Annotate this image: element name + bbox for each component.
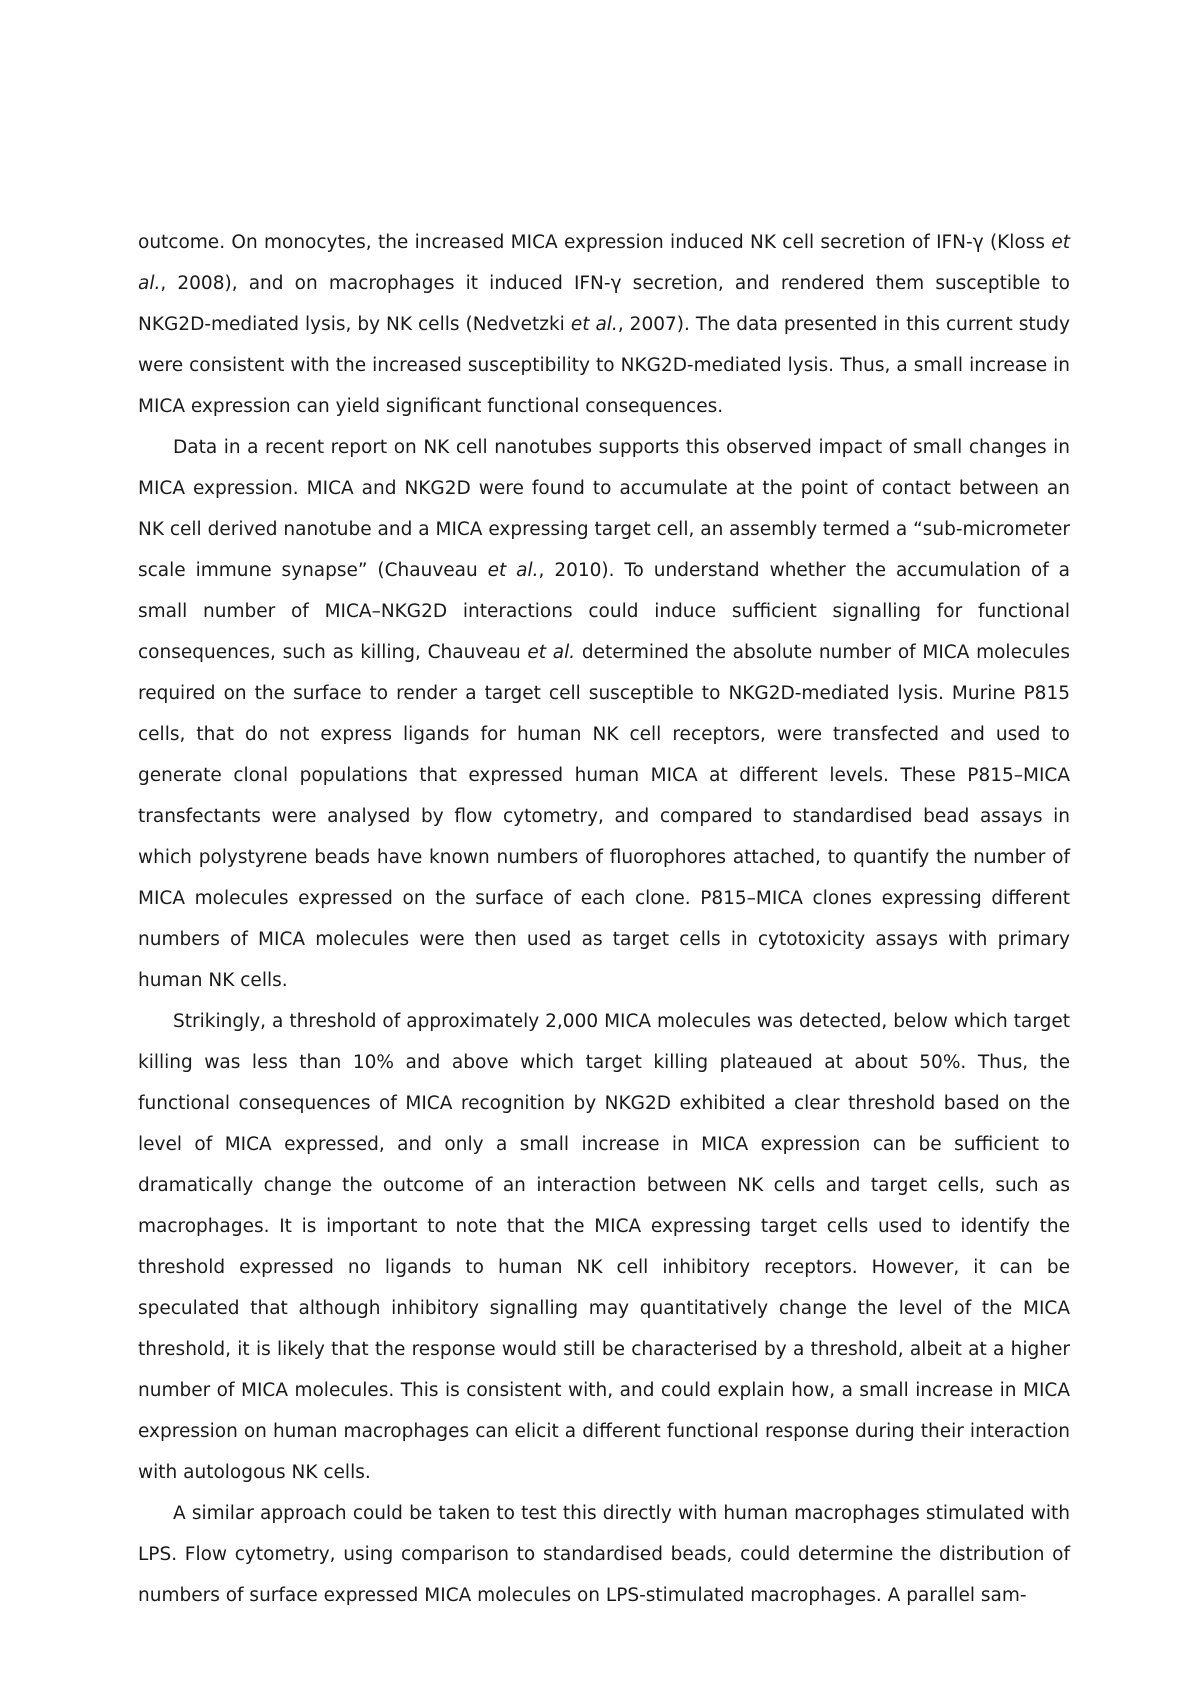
paragraph-2 — [138, 427, 1070, 1001]
paragraph-text: outcome. On monocytes, the increased MICA expression induced NK cell secretion of IFN-γ (Kloss — [138, 232, 1052, 253]
paragraph-3 — [138, 1001, 1070, 1493]
paragraph-text: , 2008), and on macrophages it induced IFN-γ secretion, and rendered them susceptible to NKG2D-mediated lysis, by NK cells (Nedvetzki — [138, 273, 1070, 335]
citation-et-al: et al. — [570, 314, 618, 335]
citation-et-al: et al. — [527, 642, 576, 663]
document-page — [138, 222, 1070, 1616]
paragraph-text: A similar approach could be taken to test this directly with human macrophages stimulated with LPS. Flow cytometry, using comparison to standardised beads, could determine the distribution of numbers of surface expressed MICA molecules on LPS-stimulated macrophages. A parallel sam- — [138, 1503, 1070, 1606]
paragraph-text: , 2007). The data presented in this current study were consistent with the increased susceptibility to NKG2D-mediated lysis. Thus, a small increase in MICA expression can yield significant functional consequences. — [138, 314, 1071, 417]
paragraph-text: , 2010). To understand whether the accumulation of a small number of MICA–NKG2D interactions could induce sufficient signalling for functional consequences, such as killing, Chauveau — [138, 560, 1070, 663]
paragraph-text: Strikingly, a threshold of approximately 2,000 MICA molecules was detected, below which target killing was less than 10% and above which target killing plateaued at about 50%. Thus, the functional consequences of MICA recognition by NKG2D exhibited a clear threshold based on the level of MICA expressed, and only a small increase in MICA expression can be sufficient to dramatically change the outcome of an interaction between NK cells and target cells, such as macrophages. It is important to note that the MICA expressing target cells used to identify the threshold expressed no ligands to human NK cell inhibitory receptors. However, it can be speculated that although inhibitory signalling may quantitatively change the level of the MICA threshold, it is likely that the response would still be characterised by a threshold, albeit at a higher number of MICA molecules. This is consistent with, and could explain how, a small increase in MICA expression on human macrophages can elicit a different functional response during their interaction with autologous NK cells. — [138, 1011, 1070, 1483]
citation-et-al: et al. — [138, 232, 1070, 294]
citation-et-al: et al. — [487, 560, 539, 581]
paragraph-4 — [138, 1493, 1070, 1616]
paragraph-text: Data in a recent report on NK cell nanotubes supports this observed impact of small changes in MICA expression. MICA and NKG2D were found to accumulate at the point of contact between an NK cell derived nanotube and a MICA expressing target cell, an assembly termed a “sub-micrometer scale immune synapse” (Chauveau — [138, 437, 1070, 581]
paragraph-text: determined the absolute number of MICA molecules required on the surface to render a target cell susceptible to NKG2D-mediated lysis. Murine P815 cells, that do not express ligands for human NK cell receptors, were transfected and used to generate clonal populations that expressed human MICA at different levels. These P815–MICA transfectants were analysed by flow cytometry, and compared to standardised bead assays in which polystyrene beads have known numbers of fluorophores attached, to quantify the number of MICA molecules expressed on the surface of each clone. P815–MICA clones expressing different numbers of MICA molecules were then used as target cells in cytotoxicity assays with primary human NK cells. — [138, 642, 1071, 991]
paragraph-1 — [138, 222, 1070, 427]
